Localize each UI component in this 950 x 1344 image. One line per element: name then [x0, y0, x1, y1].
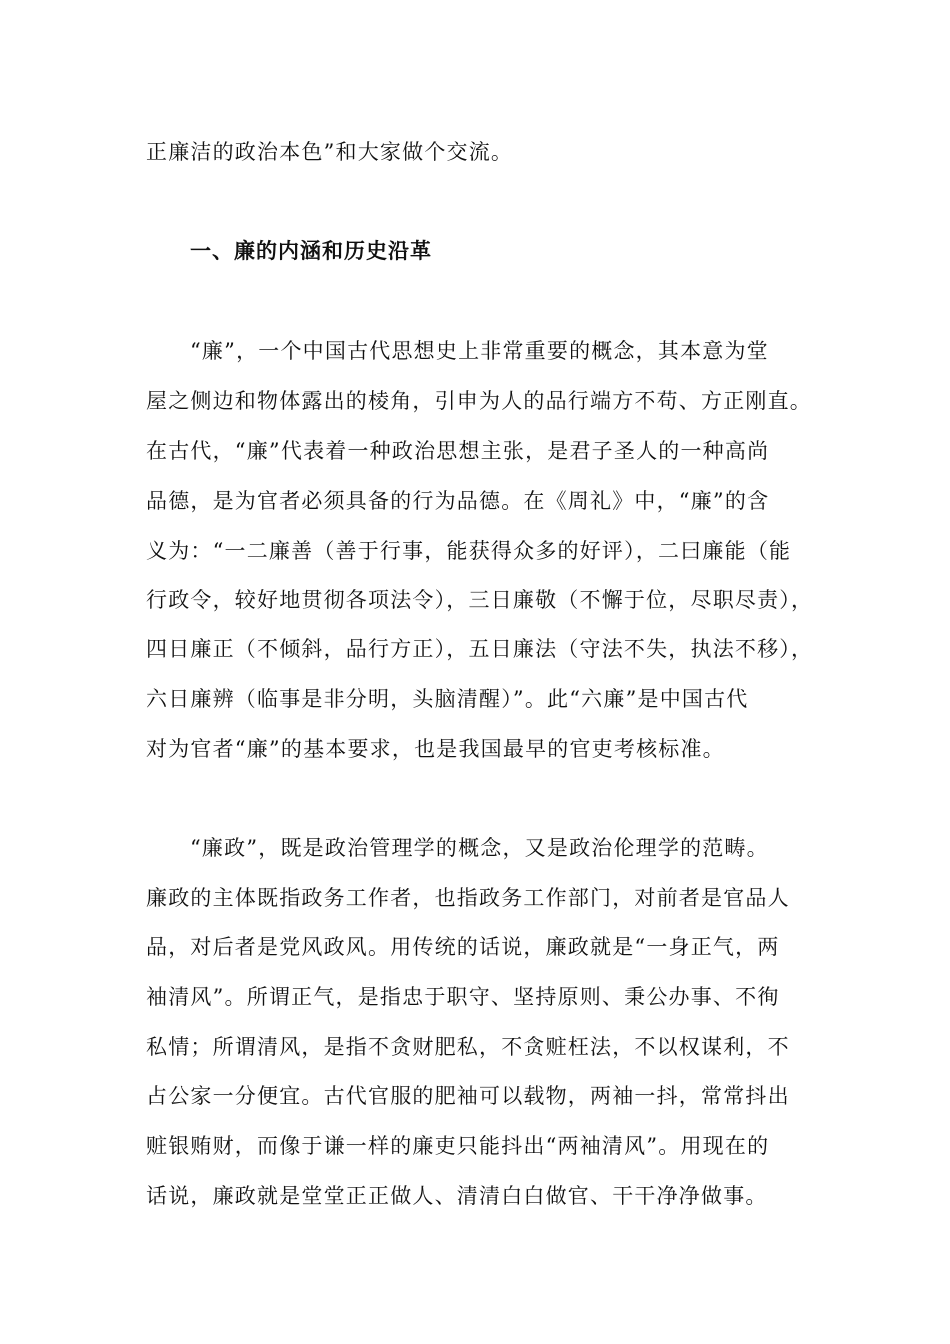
paragraph-1-line-2: 屋之侧边和物体露出的棱角，引申为人的品行端方不苟、方正刚直。 — [146, 389, 812, 413]
paragraph-2-line-5: 私情；所谓清风，是指不贪财肥私，不贪赃枉法，不以权谋利，不 — [146, 1035, 790, 1059]
paragraph-2-line-1: “廉政”，既是政治管理学的概念，又是政治伦理学的范畴。 — [190, 836, 769, 860]
paragraph-2-line-2: 廉政的主体既指政务工作者，也指政务工作部门，对前者是官品人 — [146, 886, 790, 910]
paragraph-2-line-4: 袖清风”。所谓正气，是指忠于职守、坚持原则、秉公办事、不徇 — [146, 985, 780, 1009]
paragraph-2-line-3: 品，对后者是党风政风。用传统的话说，廉政就是“一身正气，两 — [146, 935, 780, 959]
section-heading: 一、廉的内涵和历史沿革 — [190, 239, 432, 263]
paragraph-2-line-6: 占公家一分便宜。古代官服的肥袖可以载物，两袖一抖，常常抖出 — [146, 1084, 790, 1108]
intro-line: 正廉洁的政治本色”和大家做个交流。 — [146, 140, 514, 164]
paragraph-1-line-3: 在古代，“廉”代表着一种政治思想主张，是君子圣人的一种高尚 — [146, 439, 770, 463]
paragraph-2-line-8: 话说，廉政就是堂堂正正做人、清清白白做官、干干净净做事。 — [146, 1184, 768, 1208]
paragraph-1-line-7: 四日廉正（不倾斜，品行方正），五日廉法（守法不失，执法不移）， — [146, 637, 814, 661]
paragraph-1-line-5: 义为：“一二廉善（善于行事，能获得众多的好评），二曰廉能（能 — [146, 539, 792, 563]
paragraph-1-line-9: 对为官者“廉”的基本要求，也是我国最早的官吏考核标准。 — [146, 737, 725, 761]
paragraph-1-line-4: 品德，是为官者必须具备的行为品德。在《周礼》中，“廉”的含 — [146, 489, 770, 513]
paragraph-1-line-8: 六日廉辨（临事是非分明，头脑清醒）”。此“六廉”是中国古代 — [146, 687, 749, 711]
paragraph-1-line-6: 行政令，较好地贯彻各项法令），三日廉敬（不懈于位，尽职尽责）， — [146, 588, 814, 612]
paragraph-1-line-1: “廉”，一个中国古代思想史上非常重要的概念，其本意为堂 — [190, 339, 769, 363]
paragraph-2-line-7: 赃银贿财，而像于谦一样的廉吏只能抖出“两袖清风”。用现在的 — [146, 1134, 770, 1158]
